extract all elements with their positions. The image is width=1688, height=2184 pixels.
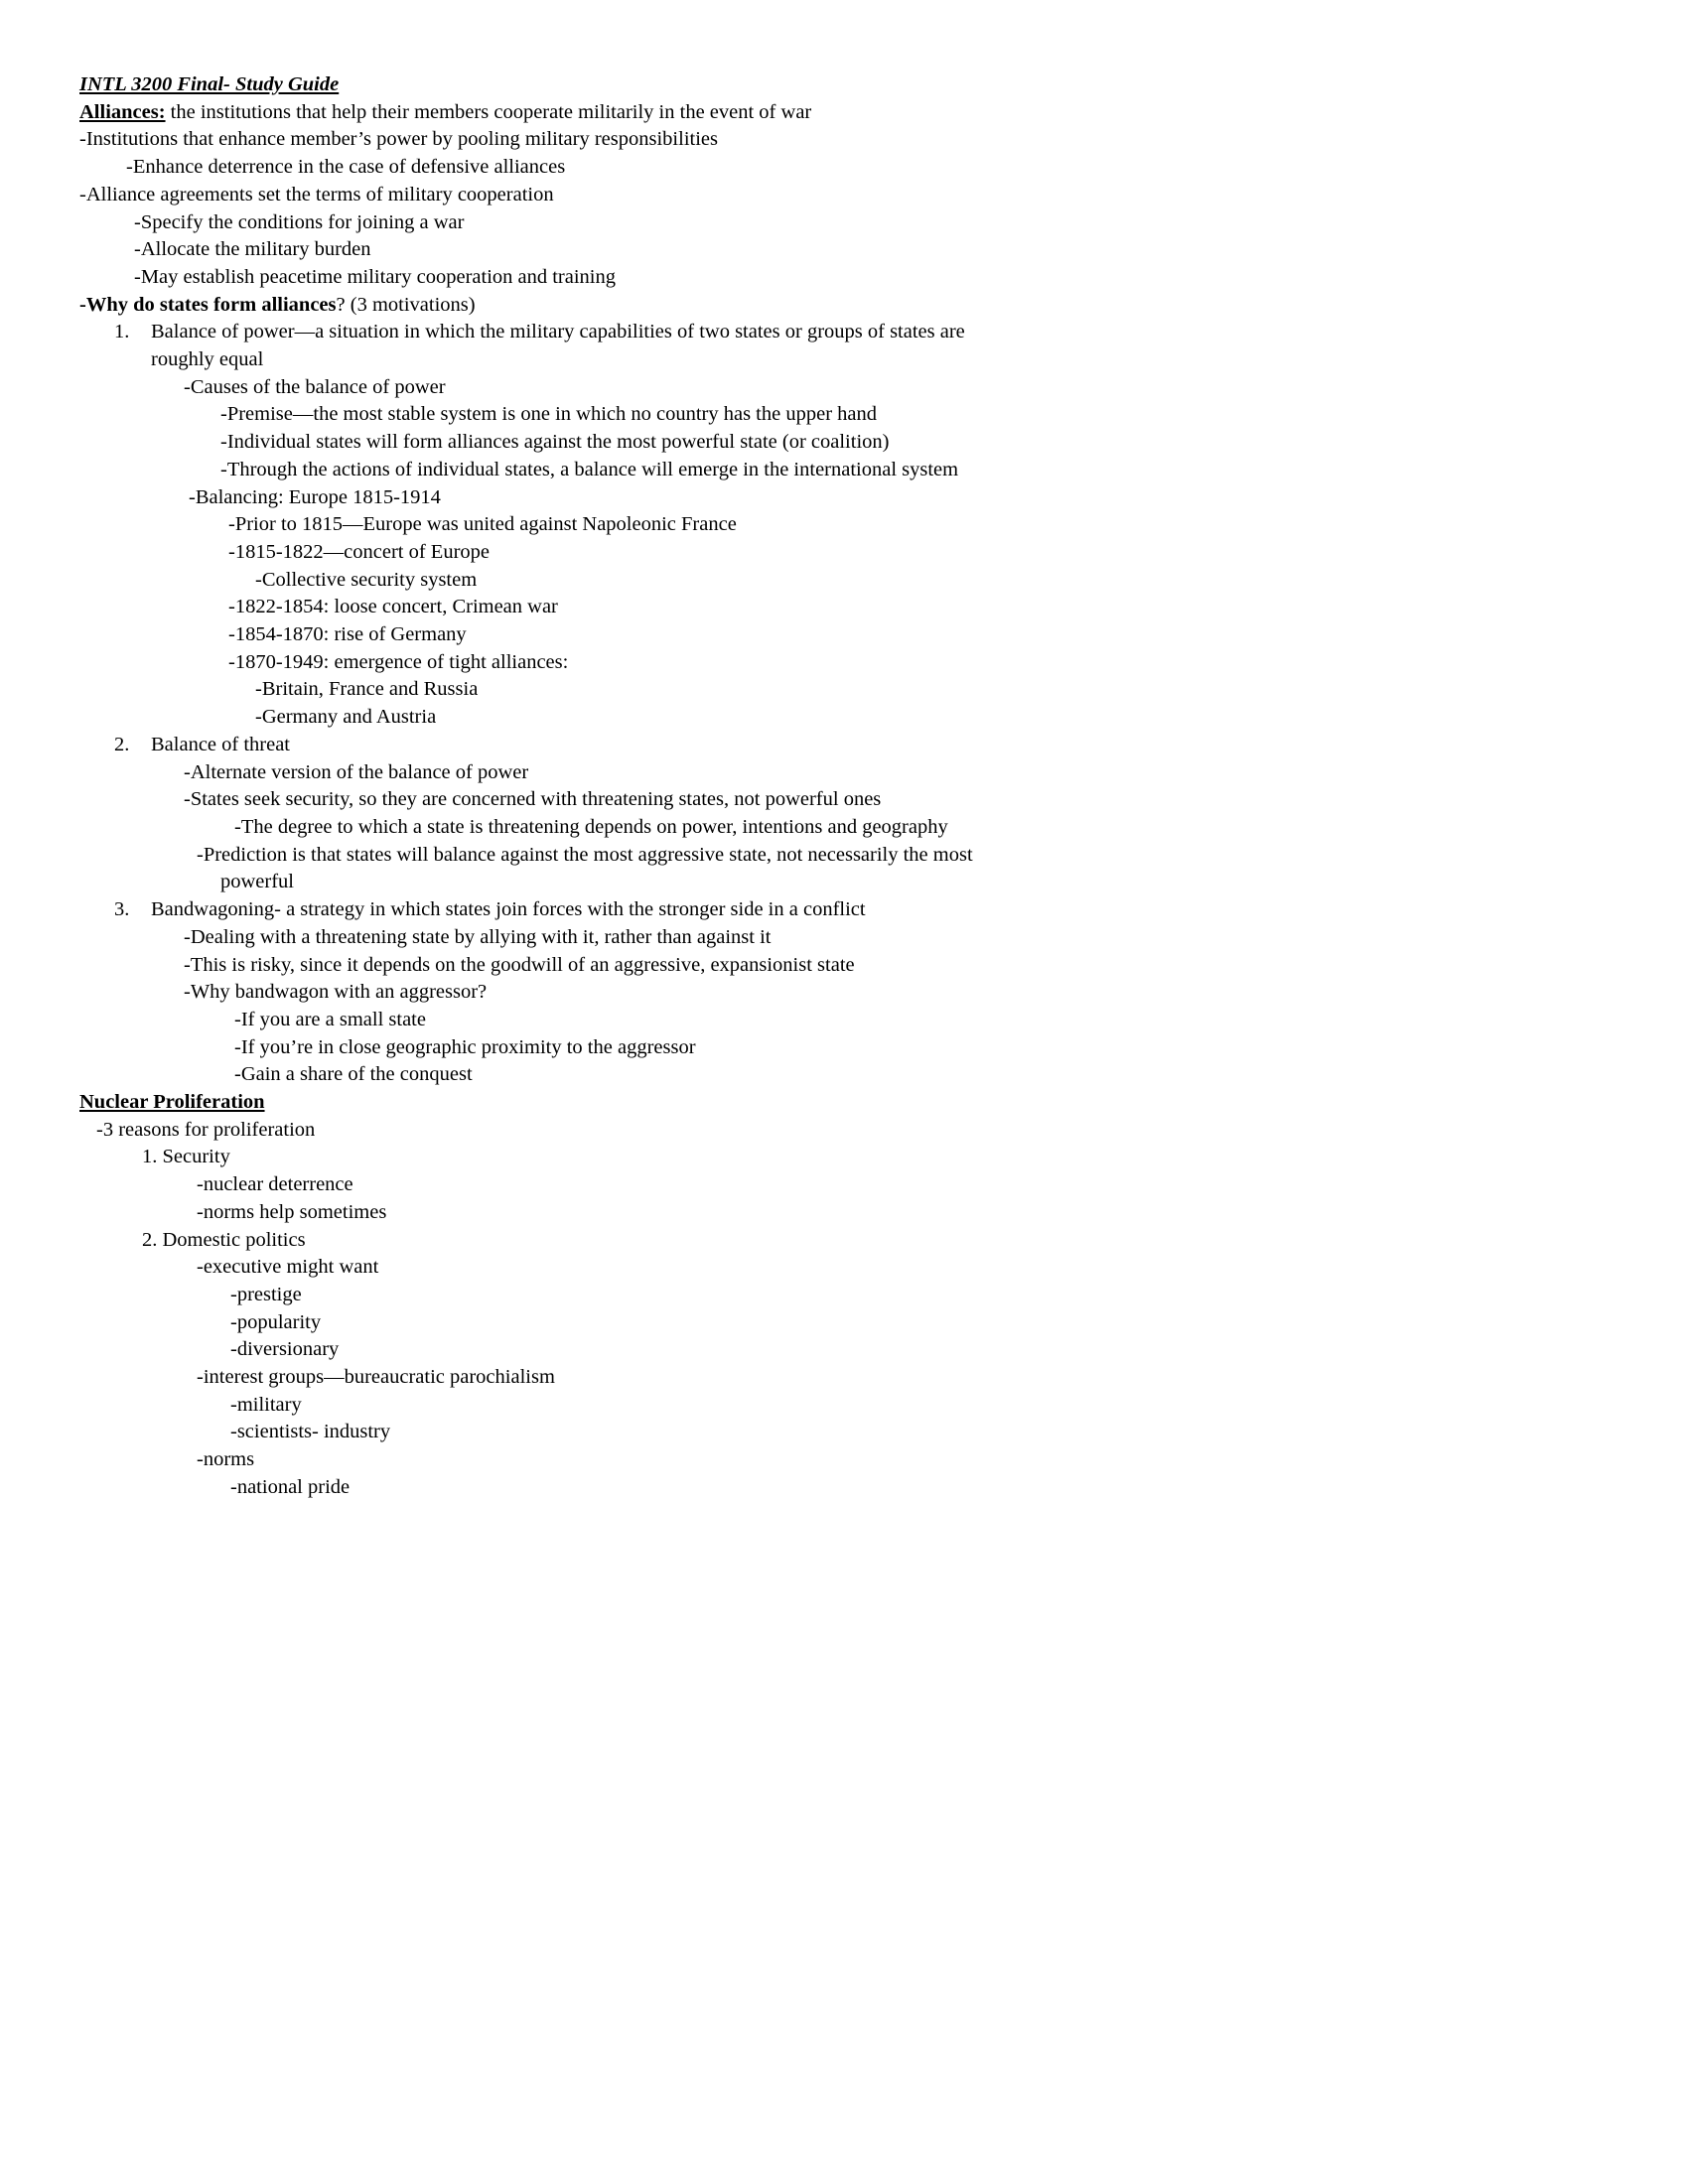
numbered-item-1: 1. Balance of power—a situation in which the military capabilities of two states or groups of states are	[79, 319, 1549, 346]
document-line: -Premise—the most stable system is one in which no country has the upper hand	[220, 403, 878, 426]
document-line: -1822-1854: loose concert, Crimean war	[228, 596, 558, 618]
document-content	[79, 71, 1549, 1502]
document-line: -1854-1870: rise of Germany	[228, 623, 467, 646]
document-line: -If you’re in close geographic proximity to the aggressor	[234, 1035, 696, 1058]
alliances-definition	[79, 99, 1549, 127]
document-line: -Enhance deterrence in the case of defensive alliances	[126, 156, 566, 179]
document-line: -norms	[197, 1448, 255, 1471]
document-line: -Britain, France and Russia	[255, 678, 479, 701]
document-line: powerful	[220, 871, 295, 893]
document-line: -This is risky, since it depends on the goodwill of an aggressive, expansionist state	[184, 953, 855, 976]
document-line: -Specify the conditions for joining a war	[134, 210, 465, 233]
document-line: -Why bandwagon with an aggressor?	[184, 981, 488, 1004]
document-line: -May establish peacetime military cooperation and training	[134, 265, 617, 288]
document-line: -Balancing: Europe 1815-1914	[189, 485, 441, 508]
document-line: -military	[230, 1393, 302, 1416]
line-lead-text: Nuclear Proliferation	[79, 1091, 265, 1114]
document-line: -prestige	[230, 1283, 302, 1305]
document-line: -scientists- industry	[230, 1421, 391, 1443]
document-line: -executive might want	[197, 1256, 379, 1279]
numbered-item-3: 3. Bandwagoning- a strategy in which states join forces with the stronger side in a conflict	[79, 896, 1549, 924]
document-line: 2. Domestic politics	[142, 1228, 306, 1251]
document-line: -Prediction is that states will balance against the most aggressive state, not necessarily the most	[197, 843, 973, 866]
document-line: -If you are a small state	[234, 1008, 426, 1030]
line-text: the institutions that help their members cooperate militarily in the event of war	[165, 100, 812, 123]
list-number: 1.	[114, 321, 130, 343]
document-line: -Dealing with a threatening state by allying with it, rather than against it	[184, 925, 772, 948]
document-line: -Individual states will form alliances against the most powerful state (or coalition)	[220, 431, 890, 454]
document-line: -3 reasons for proliferation	[96, 1118, 316, 1141]
line-lead-text: INTL 3200 Final- Study Guide	[79, 73, 340, 95]
list-number: 3.	[114, 898, 130, 921]
document-title	[79, 71, 1549, 99]
document-line: -Collective security system	[255, 568, 478, 591]
line-lead-text: Alliances:	[79, 100, 166, 123]
document-line: -norms help sometimes	[197, 1200, 387, 1223]
document-line: -Prior to 1815—Europe was united against Napoleonic France	[228, 513, 737, 536]
list-number: 2.	[114, 733, 130, 755]
document-line: -1815-1822—concert of Europe	[228, 540, 490, 563]
line-text: ? (3 motivations)	[336, 293, 476, 316]
line-lead-text: -Why do states form alliances	[79, 293, 337, 316]
document-line: -Allocate the military burden	[134, 238, 371, 261]
document-line: -Alternate version of the balance of power	[184, 760, 529, 783]
document-line: -The degree to which a state is threatening depends on power, intentions and geography	[234, 815, 948, 838]
numbered-item-2: 2. Balance of threat	[79, 732, 1549, 759]
document-line: -national pride	[230, 1475, 351, 1498]
document-line: -Gain a share of the conquest	[234, 1063, 473, 1086]
document-line: -diversionary	[230, 1338, 340, 1361]
document-line: -Alliance agreements set the terms of military cooperation	[79, 183, 554, 205]
document-line: -1870-1949: emergence of tight alliances:	[228, 650, 569, 673]
document-line: -nuclear deterrence	[197, 1173, 353, 1196]
document-line: -Institutions that enhance member’s power by pooling military responsibilities	[79, 128, 718, 151]
section-heading-nuclear-proliferation	[79, 1089, 1549, 1117]
document-line: -Germany and Austria	[255, 706, 437, 729]
document-line: -Causes of the balance of power	[184, 375, 446, 398]
document-line: -popularity	[230, 1310, 322, 1333]
why-alliances-heading	[79, 292, 1549, 320]
document-line: -Through the actions of individual states, a balance will emerge in the international system	[220, 458, 959, 480]
document-line: -interest groups—bureaucratic parochialism	[197, 1366, 555, 1389]
document-line: 1. Security	[142, 1146, 230, 1168]
document-line: -States seek security, so they are concerned with threatening states, not powerful ones	[184, 788, 882, 811]
document-line: roughly equal	[151, 348, 264, 371]
